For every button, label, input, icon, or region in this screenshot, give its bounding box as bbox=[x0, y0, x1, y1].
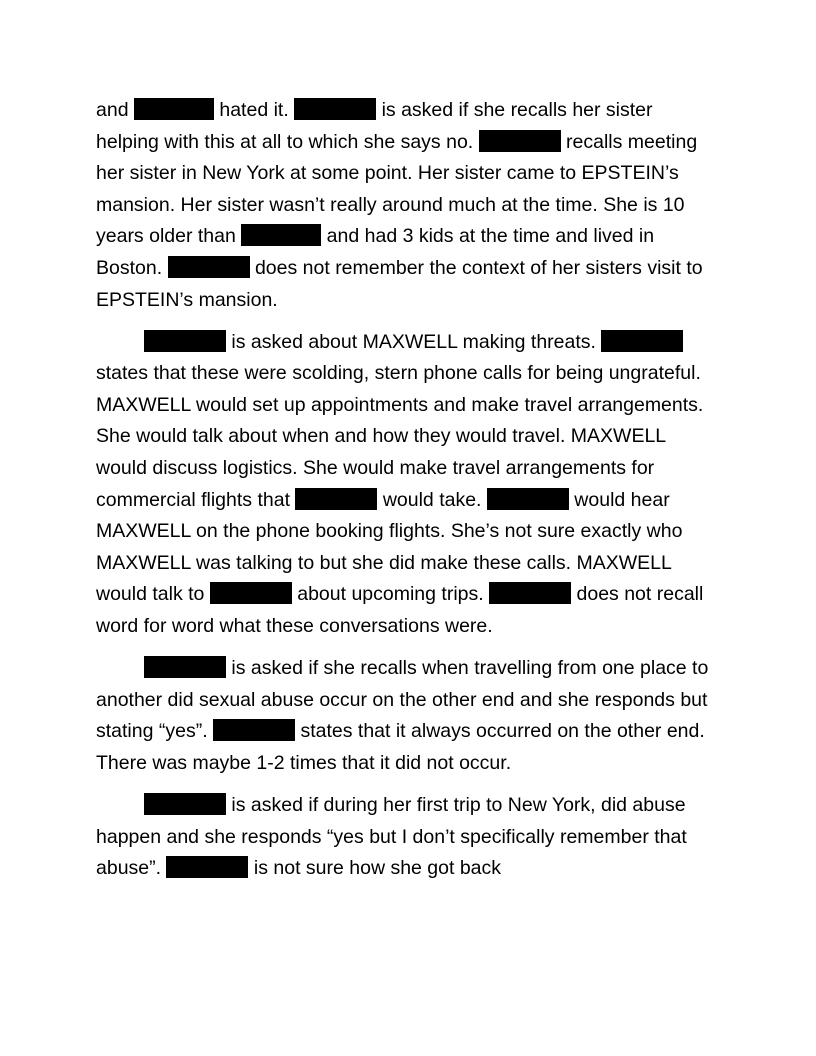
text-segment: is asked if she recalls when travelling from one place to another did sexual abuse occur on the other end and she responds but stating “yes”. bbox=[96, 657, 709, 743]
redaction-box bbox=[294, 98, 376, 120]
redaction-box bbox=[487, 488, 569, 510]
redaction-box bbox=[166, 856, 248, 878]
text-segment: states that it always occurred on the other end. There was maybe 1-2 times that it did not occur. bbox=[96, 720, 705, 774]
paragraph bbox=[96, 327, 716, 643]
text-segment: and had 3 kids at the time and lived in Boston. bbox=[96, 225, 655, 279]
text-segment: about upcoming trips. bbox=[291, 583, 490, 606]
redaction-box bbox=[168, 256, 250, 278]
paragraph bbox=[96, 790, 716, 885]
redaction-box bbox=[295, 488, 377, 510]
text-segment: is not sure how she got back bbox=[248, 857, 502, 880]
text-segment: and bbox=[96, 99, 134, 121]
paragraph bbox=[96, 653, 716, 779]
redaction-box bbox=[479, 130, 561, 152]
redaction-box bbox=[213, 719, 295, 741]
redaction-box bbox=[489, 582, 571, 604]
redaction-box bbox=[134, 98, 214, 120]
text-segment: is asked if during her first trip to New York, did abuse happen and she responds “yes but I don’t specifically remember that abuse”. bbox=[96, 793, 687, 880]
redaction-box bbox=[144, 330, 226, 352]
redaction-box bbox=[144, 793, 226, 815]
text-segment: would take. bbox=[377, 488, 487, 511]
text-segment: recalls meeting her sister in New York at some point. Her sister came to EPSTEIN’s mansion. Her sister wasn’t really around much at the time. She is 10 years older than bbox=[96, 130, 698, 248]
redaction-box bbox=[241, 224, 321, 246]
paragraph bbox=[96, 95, 716, 316]
redaction-box bbox=[601, 330, 683, 352]
document-body bbox=[96, 95, 716, 895]
text-segment: does not remember the context of her sisters visit to EPSTEIN’s mansion. bbox=[96, 256, 703, 311]
text-segment: would hear MAXWELL on the phone booking flights. She’s not sure exactly who MAXWELL was talking to but she did make these calls. MAXWELL would talk to bbox=[96, 488, 683, 606]
text-segment: hated it. bbox=[213, 99, 295, 121]
text-segment: is asked about MAXWELL making threats. bbox=[226, 330, 602, 353]
text-segment: states that these were scolding, stern phone calls for being ungrateful. MAXWELL would set up appointments and make travel arrangements. She would talk about when and how they would travel. MAXWELL would discuss logistics. She would make travel arrangements for commercial flights that bbox=[96, 362, 704, 511]
text-segment: does not recall word for word what these conversations were. bbox=[96, 583, 704, 637]
redaction-box bbox=[144, 656, 226, 678]
redaction-box bbox=[210, 582, 292, 604]
text-segment: is asked if she recalls her sister helping with this at all to which she says no. bbox=[96, 99, 653, 153]
